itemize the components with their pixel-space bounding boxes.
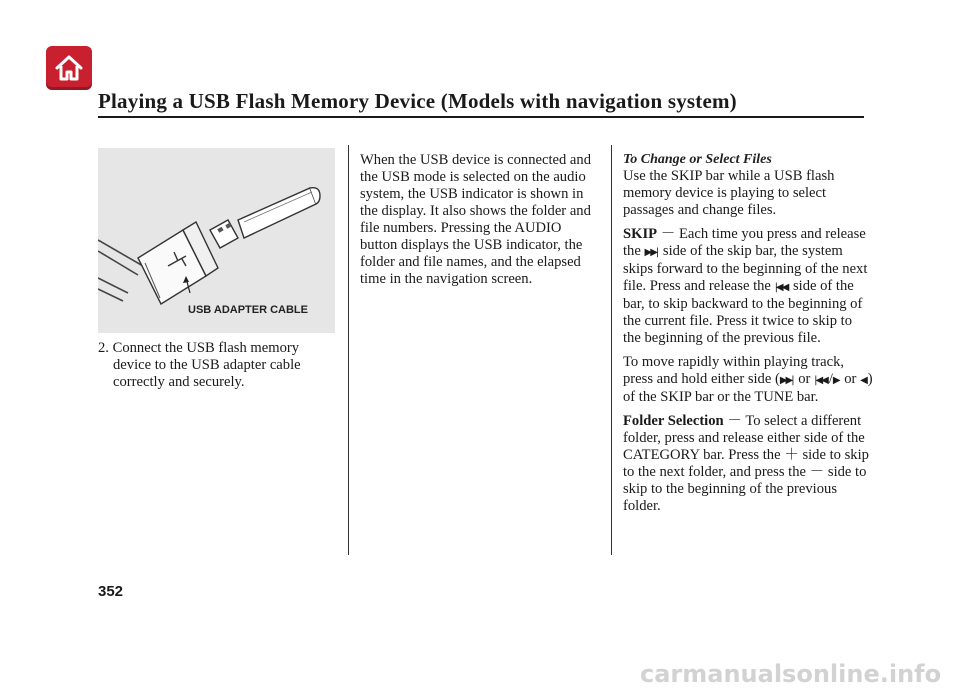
dash: － xyxy=(727,413,742,429)
column-divider-2 xyxy=(611,145,612,555)
skip-intro: Use the SKIP bar while a USB flash memory device is playing to select passages and change files. xyxy=(623,168,835,218)
section-subheading: To Change or Select Files xyxy=(623,152,772,167)
usb-illustration xyxy=(98,148,335,333)
skip-back-icon: |◀◀ xyxy=(774,282,788,293)
step-line-3: correctly and securely. xyxy=(113,374,245,390)
skip-text-b: side of the skip bar, the system skips forward to the beginning of the next file. Press and release the xyxy=(623,243,868,294)
play-icon: ▶ xyxy=(832,375,839,386)
step-line-2: device to the USB adapter cable xyxy=(113,357,301,373)
skip-back-icon: |◀◀ xyxy=(814,375,827,386)
skip-paragraph xyxy=(623,226,873,347)
skip-label: SKIP xyxy=(623,226,658,242)
title-rule xyxy=(98,116,864,118)
rapid-paragraph xyxy=(623,354,873,406)
rapid-text-a: To move rapidly within playing track, press and hold either side ( xyxy=(623,354,845,387)
rapid-text-d: or xyxy=(844,371,857,387)
step-line-1: Connect the USB flash memory xyxy=(112,340,300,356)
rapid-text-e: ) of the SKIP bar or the TUNE bar. xyxy=(623,371,873,405)
reverse-icon: ◀ xyxy=(860,375,866,386)
skip-text-c: side of the bar, to skip backward to the beginning of the current file. Press it twice to skip to the beginning of the previous file. xyxy=(623,278,863,346)
column-divider-1 xyxy=(348,145,349,555)
usb-adapter-cable-label: USB ADAPTER CABLE xyxy=(188,304,308,316)
step-number: 2. xyxy=(98,340,109,356)
change-files-section xyxy=(623,151,873,522)
step-2 xyxy=(98,340,338,391)
page-number: 352 xyxy=(98,583,124,600)
skip-forward-icon: ▶▶| xyxy=(644,247,658,258)
dash: － xyxy=(660,226,676,242)
watermark: carmanualsonline.info xyxy=(640,660,942,688)
skip-forward-icon: ▶▶| xyxy=(779,375,793,386)
page-title: Playing a USB Flash Memory Device (Models with navigation system) xyxy=(98,89,737,113)
folder-paragraph xyxy=(623,413,873,515)
skip-text-a: Each time you press and release the xyxy=(623,226,866,259)
rapid-text-c: / xyxy=(828,371,833,387)
folder-label: Folder Selection xyxy=(623,413,724,429)
rapid-text-b: or xyxy=(798,371,811,387)
home-icon xyxy=(53,52,85,84)
home-button[interactable] xyxy=(46,46,92,90)
folder-text: To select a different folder, press and release either side of the CATEGORY bar. Press the ＋ side to skip to the next folder, and press the － side to skip to the beginning of the previous folder. xyxy=(623,413,869,514)
usb-display-paragraph: When the USB device is connected and the USB mode is selected on the audio system, the USB indicator is shown in the display. It also shows the folder and file numbers. Pressing the AUDIO button displays the USB indicator, the folder and file names, and the elapsed time in the navigation screen. xyxy=(360,152,591,287)
